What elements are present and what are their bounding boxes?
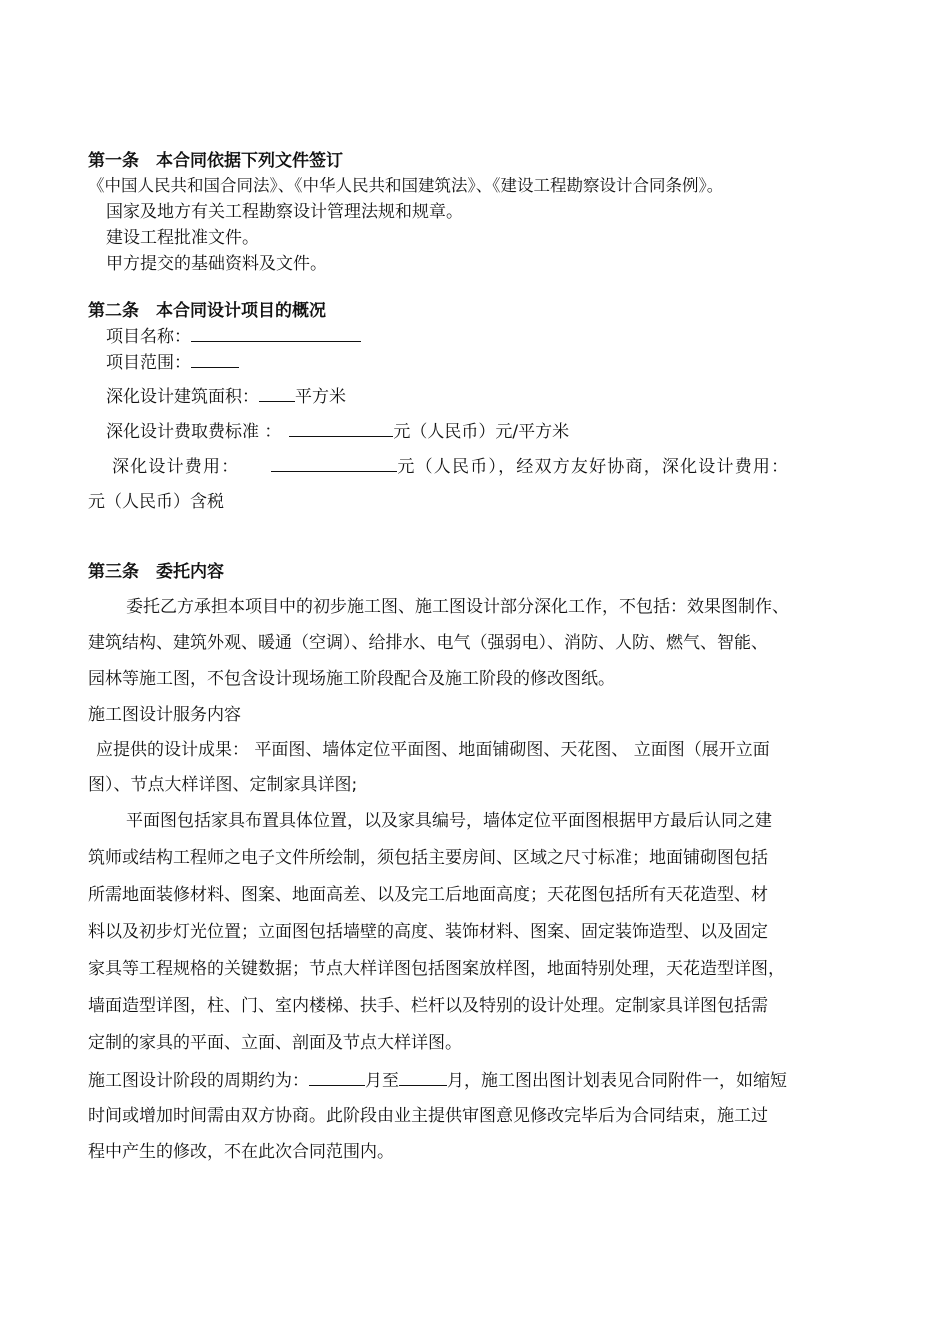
article1-item-4: 甲方提交的基础资料及文件。: [106, 254, 327, 274]
p2-line-4: 料以及初步灯光位置；立面图包括墙壁的高度、装饰材料、图案、固定装饰造型、以及固定: [88, 922, 768, 942]
fee-standard-row: [106, 420, 569, 443]
fee-text: 元（人民币），经双方友好协商，深化设计费用：: [397, 457, 790, 477]
fee-row: [112, 455, 789, 478]
period-mid: 月至: [365, 1071, 399, 1091]
fee-tail: 元（人民币）含税: [88, 492, 224, 512]
p1-line-3: 园林等施工图，不包含设计现场施工阶段配合及施工阶段的修改图纸。: [88, 669, 615, 689]
article1-item-1: 《中国人民共和国合同法》、《中华人民共和国建筑法》、《建设工程勘察设计合同条例》。: [88, 176, 724, 195]
p2-line-7: 定制的家具的平面、立面、剖面及节点大样详图。: [88, 1033, 462, 1053]
p2-line-1: 平面图包括家具布置具体位置，以及家具编号，墙体定位平面图根据甲方最后认同之建: [126, 811, 772, 831]
area-row: [106, 385, 346, 408]
deliverables-line-1: 应提供的设计成果： 平面图、墙体定位平面图、地面铺砌图、天花图、 立面图（展开立面: [96, 740, 770, 760]
project-name-row: [106, 325, 361, 348]
p1-line-1: 委托乙方承担本项目中的初步施工图、施工图设计部分深化工作，不包括：效果图制作、: [126, 597, 789, 617]
period-line-3: 程中产生的修改，不在此次合同范围内。: [88, 1142, 394, 1162]
article1-heading: 第一条 本合同依据下列文件签订: [88, 151, 343, 171]
period-end-blank: [399, 1069, 447, 1086]
article2-heading: 第二条 本合同设计项目的概况: [88, 301, 326, 321]
period-line-2: 时间或增加时间需由双方协商。此阶段由业主提供审图意见修改完毕后为合同结束，施工过: [88, 1106, 768, 1126]
period-row: [88, 1069, 787, 1092]
project-name-label: 项目名称：: [106, 327, 191, 347]
period-start-blank: [309, 1069, 365, 1086]
p2-line-6: 墙面造型详图，柱、门、室内楼梯、扶手、栏杆以及特别的设计处理。定制家具详图包括需: [88, 996, 768, 1016]
fee-standard-unit: 元（人民币）元/平方米: [393, 422, 570, 442]
p2-line-3: 所需地面装修材料、图案、地面高差、以及完工后地面高度；天花图包括所有天花造型、材: [88, 885, 768, 905]
p1-line-2: 建筑结构、建筑外观、暖通（空调）、给排水、电气（强弱电）、消防、人防、燃气、智能、: [88, 633, 768, 653]
deliverables-line-2: 图）、节点大样详图、定制家具详图;: [88, 775, 358, 795]
period-suffix: 月，施工图出图计划表见合同附件一，如缩短: [447, 1071, 787, 1091]
fee-label: 深化设计费用：: [112, 457, 240, 477]
project-scope-label: 项目范围：: [106, 353, 191, 373]
project-scope-row: [106, 351, 239, 374]
service-title: 施工图设计服务内容: [88, 705, 241, 725]
p2-line-2: 筑师或结构工程师之电子文件所绘制，须包括主要房间、区域之尺寸标准；地面铺砌图包括: [88, 848, 768, 868]
area-blank: [259, 385, 295, 402]
article1-item-3: 建设工程批准文件。: [106, 228, 259, 248]
fee-standard-label: 深化设计费取费标准 ：: [106, 422, 282, 442]
fee-blank: [271, 455, 397, 472]
article3-heading: 第三条 委托内容: [88, 562, 224, 582]
fee-standard-blank: [289, 420, 393, 437]
project-name-blank: [191, 325, 361, 342]
period-prefix: 施工图设计阶段的周期约为：: [88, 1071, 309, 1091]
area-label: 深化设计建筑面积：: [106, 387, 259, 407]
p2-line-5: 家具等工程规格的关键数据；节点大样详图包括图案放样图，地面特别处理，天花造型详图，: [88, 959, 785, 979]
article1-item-2: 国家及地方有关工程勘察设计管理法规和规章。: [106, 202, 463, 222]
project-scope-blank: [191, 351, 239, 368]
area-unit: 平方米: [295, 387, 346, 407]
